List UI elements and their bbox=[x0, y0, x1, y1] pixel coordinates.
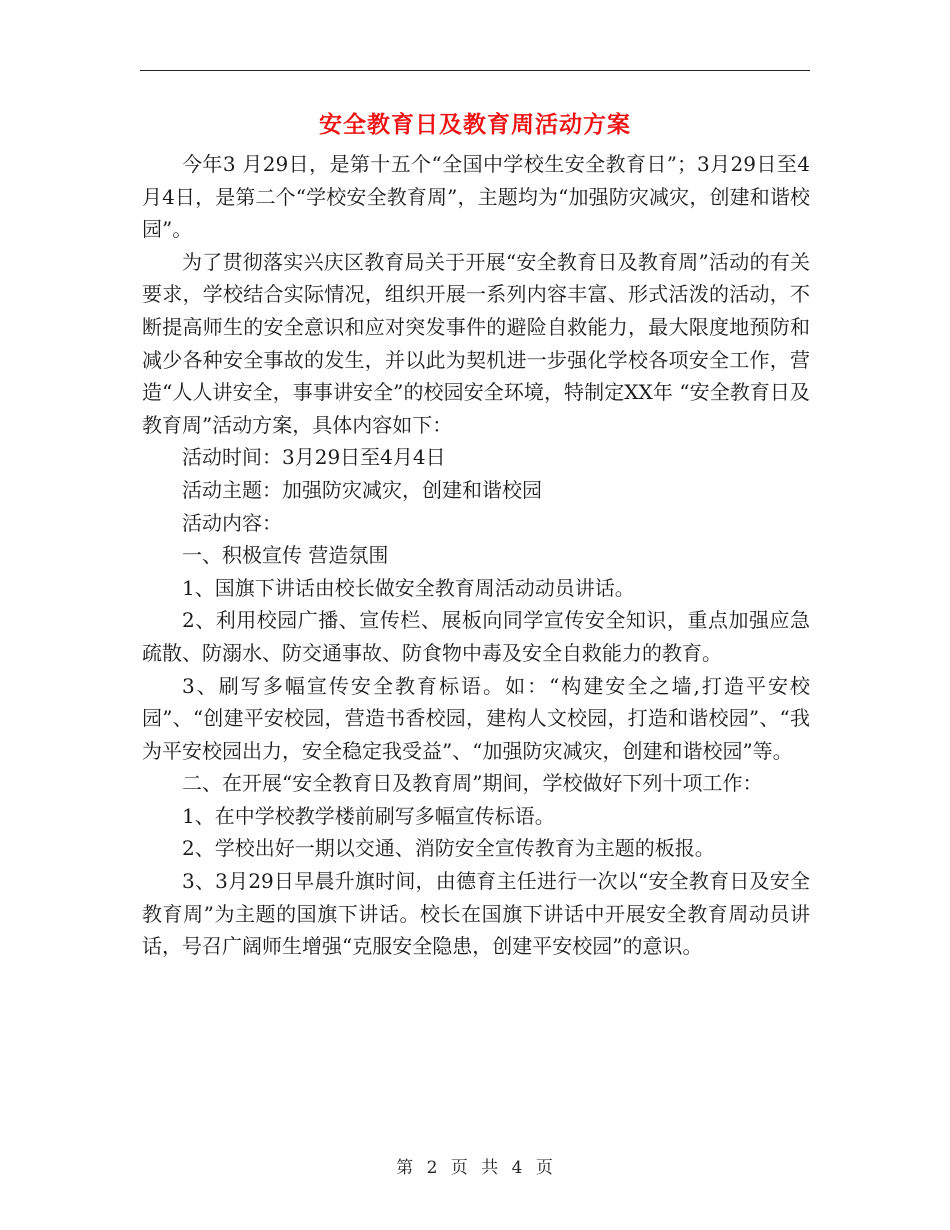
header-rule bbox=[140, 70, 810, 71]
list-item: 1、在中学校教学楼前刷写多幅宣传标语。 bbox=[182, 803, 555, 828]
activity-theme: 活动主题：加强防灾减灾，创建和谐校园 bbox=[182, 477, 542, 502]
section-heading-2: 二、在开展“安全教育日及教育周”期间，学校做好下列十项工作： bbox=[182, 771, 763, 796]
paragraph-purpose: 为了贯彻落实兴庆区教育局关于开展“安全教育日及教育周”活动的有关要求，学校结合实际情况，组织开展一系列内容丰富、形式活泼的活动，不断提高师生的安全意识和应对突发事件的避险自救能力，最大限度地预防和减少各种安全事故的发生，并以此为契机进一步强化学校各项安全工作，营造“人人讲安全，事事讲安全”的校园安全环境，特制定XX年 “安全教育日及教育周”活动方案，具体内容如下： bbox=[142, 249, 810, 437]
activity-time: 活动时间：3月29日至4月4日 bbox=[182, 445, 446, 470]
list-item: 2、学校出好一期以交通、消防安全宣传教育为主题的板报。 bbox=[182, 836, 715, 861]
list-item: 3、3月29日早晨升旗时间，由德育主任进行一次以“安全教育日及安全教育周”为主题的国旗下讲话。校长在国旗下讲话中开展安全教育周动员讲话，号召广阔师生增强“克服安全隐患，创建平安校园”的意识。 bbox=[142, 869, 810, 959]
list-item: 3、刷写多幅宣传安全教育标语。如：“构建安全之墙,打造平安校园”、“创建平安校园，营造书香校园，建构人文校园，打造和谐校园”、“我为平安校园出力，安全稳定我受益”、“加强防灾减灾，创建和谐校园”等。 bbox=[142, 673, 810, 763]
paragraph-intro: 今年3 月29日，是第十五个“全国中学校生安全教育日”；3月29日至4月4日，是第二个“学校安全教育周”，主题均为“加强防灾减灾，创建和谐校园”。 bbox=[142, 152, 810, 242]
activity-content-heading: 活动内容： bbox=[182, 510, 282, 535]
page-number-footer: 第 2 页 共 4 页 bbox=[396, 1158, 554, 1178]
list-item: 2、利用校园广播、宣传栏、展板向同学宣传安全知识，重点加强应急疏散、防溺水、防交通事故、防食物中毒及安全自救能力的教育。 bbox=[142, 608, 810, 665]
document-body bbox=[142, 148, 810, 963]
list-item: 1、国旗下讲话由校长做安全教育周活动动员讲话。 bbox=[182, 575, 635, 600]
document-title: 安全教育日及教育周活动方案 bbox=[319, 111, 631, 138]
section-heading-1: 一、积极宣传 营造氛围 bbox=[182, 543, 389, 568]
